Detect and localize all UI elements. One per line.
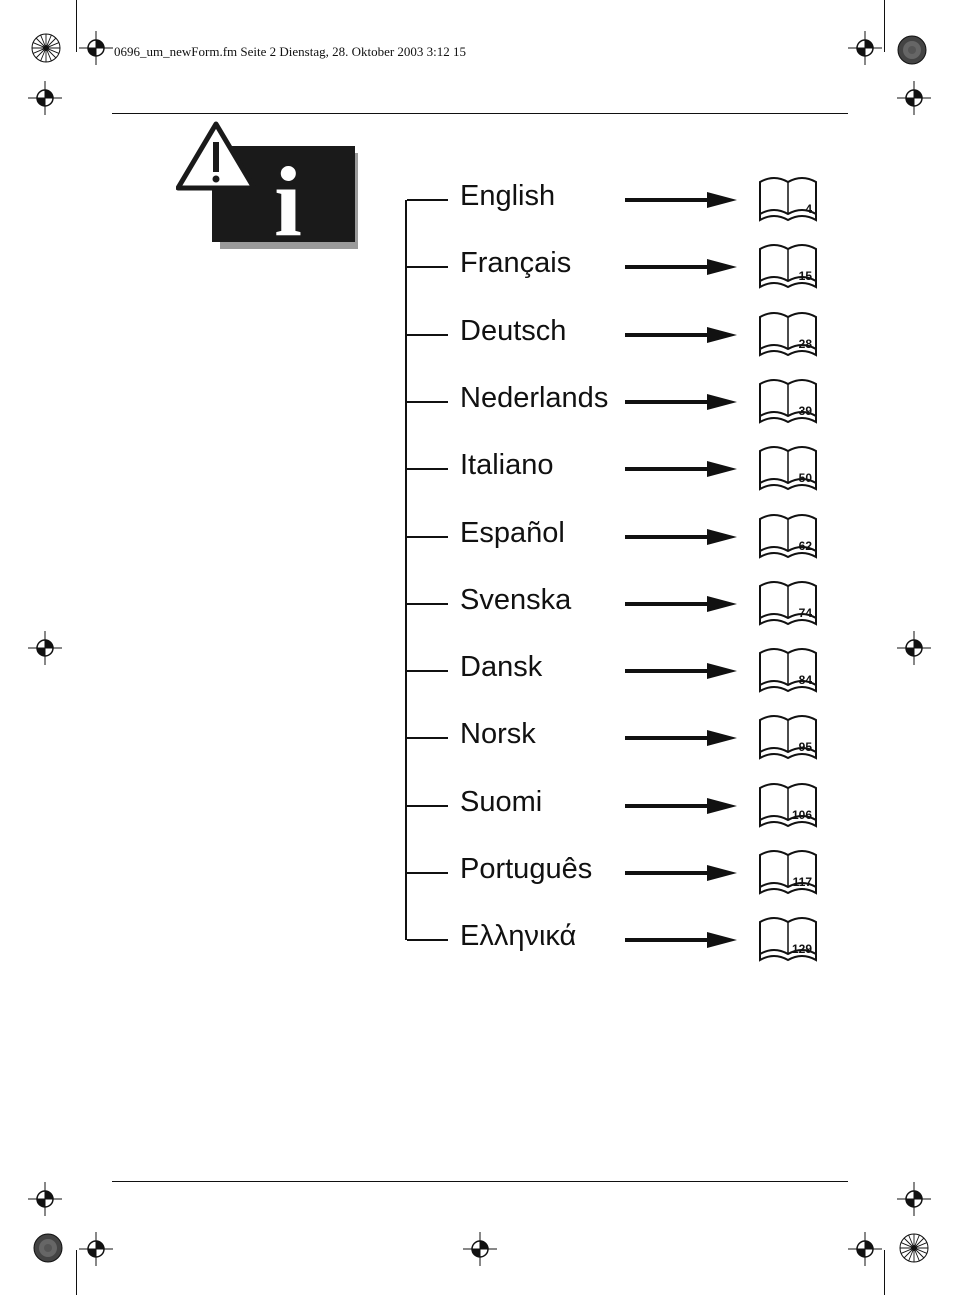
header-rule <box>112 113 848 114</box>
trim-line-bottom-left <box>76 1250 77 1295</box>
arrow-right-icon <box>625 257 737 277</box>
registration-mark-icon <box>897 81 931 115</box>
arrow-right-icon <box>625 392 737 412</box>
book-icon <box>758 309 818 357</box>
gray-target-icon <box>897 35 927 65</box>
footer-rule <box>112 1181 848 1182</box>
trim-line-bottom-right <box>884 1250 885 1295</box>
gray-target-icon <box>33 1233 63 1263</box>
tree-branch <box>407 536 448 538</box>
language-label: English <box>460 180 556 212</box>
registration-mark-icon <box>897 631 931 665</box>
arrow-right-icon <box>625 459 737 479</box>
language-label: Español <box>460 516 565 549</box>
page-number: 117 <box>792 875 812 889</box>
book-icon <box>758 645 818 693</box>
arrow-right-icon <box>625 190 737 210</box>
tree-branch <box>407 670 448 672</box>
page-number: 129 <box>791 942 812 957</box>
registration-mark-icon <box>79 31 113 65</box>
language-label: Français <box>460 247 572 280</box>
tree-branch <box>407 872 448 874</box>
trim-line-top-right <box>884 0 885 52</box>
tree-branch <box>407 401 448 403</box>
tree-spine <box>405 200 407 940</box>
language-label: Dansk <box>460 651 543 684</box>
arrow-right-icon <box>625 325 737 345</box>
registration-mark-icon <box>28 631 62 665</box>
tree-branch <box>407 334 448 336</box>
arrow-right-icon <box>625 728 737 748</box>
registration-mark-icon <box>848 1232 882 1266</box>
language-label: Ελληνικά <box>460 920 577 953</box>
page-number: 39 <box>798 403 812 418</box>
starburst-target-icon <box>31 33 61 63</box>
book-icon <box>758 376 818 424</box>
tree-branch <box>407 603 448 605</box>
language-label: Svenska <box>460 583 572 616</box>
info-glyph: i <box>274 146 302 250</box>
page-number: 62 <box>798 538 812 553</box>
book-icon <box>758 847 818 895</box>
arrow-right-icon <box>625 527 737 547</box>
arrow-right-icon <box>625 594 737 614</box>
tree-branch <box>407 939 448 941</box>
registration-mark-icon <box>848 31 882 65</box>
page-number: 50 <box>798 471 812 486</box>
page-number: 28 <box>798 336 812 351</box>
book-icon <box>758 174 818 222</box>
language-label: Italiano <box>460 449 554 482</box>
registration-mark-icon <box>463 1232 497 1266</box>
tree-branch <box>407 805 448 807</box>
page-number: 95 <box>798 740 812 755</box>
registration-mark-icon <box>28 1182 62 1216</box>
tree-branch <box>407 737 448 739</box>
book-icon <box>758 780 818 828</box>
registration-mark-icon <box>79 1232 113 1266</box>
tree-branch <box>407 266 448 268</box>
language-label: Norsk <box>460 718 536 751</box>
tree-branch <box>407 468 448 470</box>
language-label: Suomi <box>460 785 543 818</box>
trim-line-top-left <box>76 0 77 52</box>
arrow-right-icon <box>625 796 737 816</box>
book-icon <box>758 511 818 559</box>
book-icon <box>758 914 818 962</box>
page-number: 4 <box>805 202 812 216</box>
arrow-right-icon <box>625 863 737 883</box>
page-number: 84 <box>798 673 812 688</box>
page-number: 15 <box>798 269 812 284</box>
book-icon <box>758 241 818 289</box>
page-number: 106 <box>791 807 812 822</box>
file-header-text: 0696_um_newForm.fm Seite 2 Dienstag, 28. Oktober 2003 3:12 15 <box>114 44 467 59</box>
registration-mark-icon <box>28 81 62 115</box>
safety-icons <box>176 120 362 250</box>
book-icon <box>758 578 818 626</box>
arrow-right-icon <box>625 930 737 950</box>
book-icon <box>758 443 818 491</box>
page-number: 74 <box>798 605 812 620</box>
language-label: Nederlands <box>460 381 609 414</box>
starburst-target-icon <box>899 1233 929 1263</box>
registration-mark-icon <box>897 1182 931 1216</box>
book-icon <box>758 712 818 760</box>
language-label: Deutsch <box>460 314 567 347</box>
language-label: Português <box>460 853 593 885</box>
tree-branch <box>407 199 448 201</box>
arrow-right-icon <box>625 661 737 681</box>
